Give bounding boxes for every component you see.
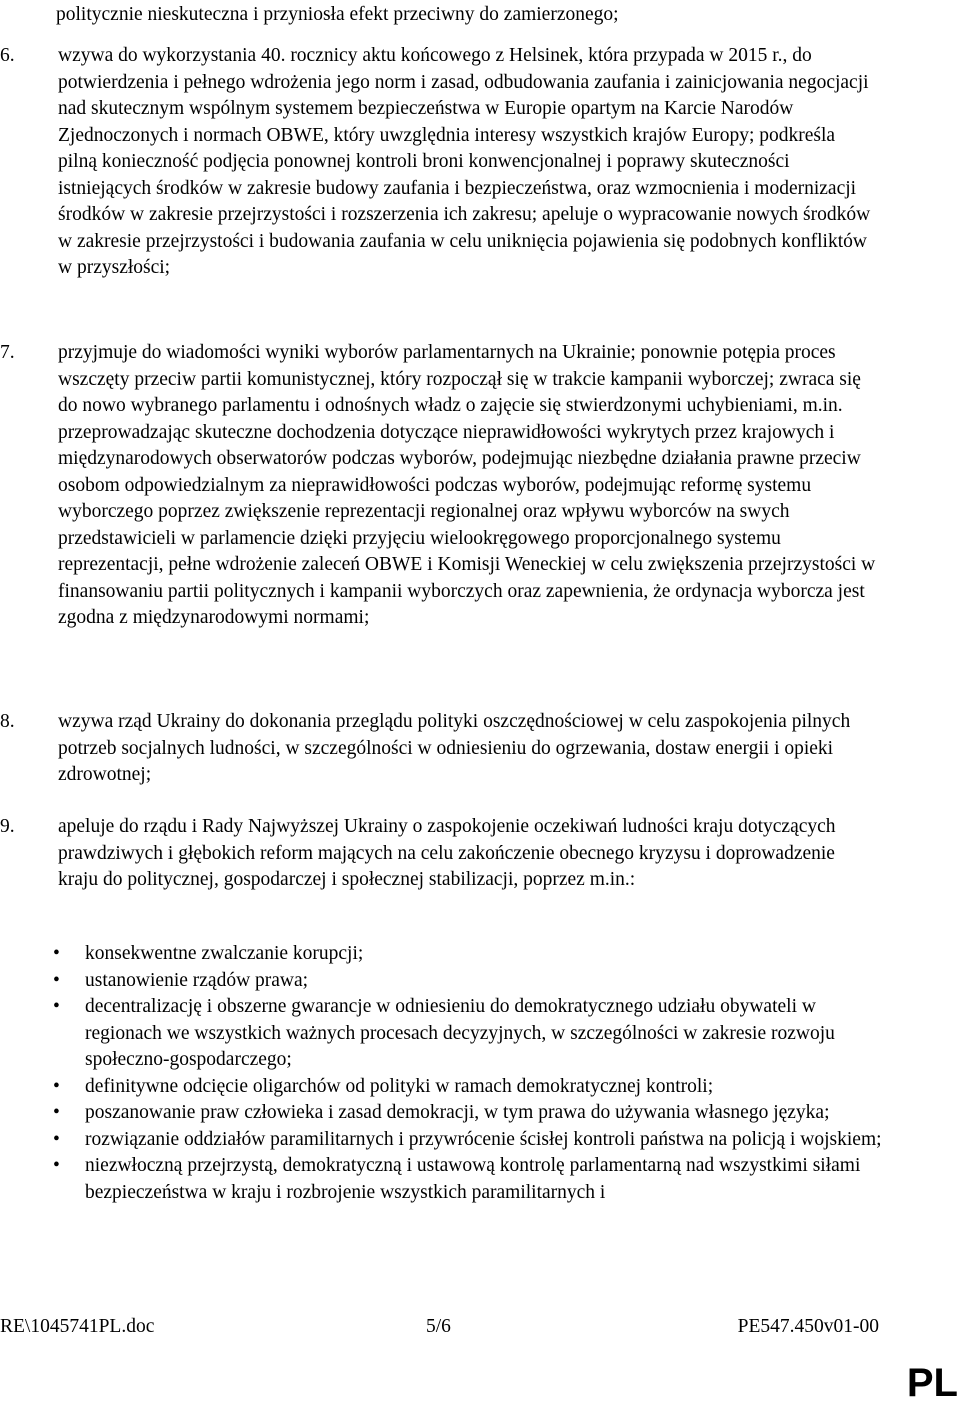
continued-paragraph-line: politycznie nieskuteczna i przyniosła efekt przeciwny do zamierzonego; [56, 4, 619, 25]
item-text: apeluje do rządu i Rady Najwyższej Ukrainy o zaspokojenie oczekiwań ludności kraju dotyczących prawdziwych i głębokich reform mających na celu zakończenie obecnego kryzysu i doprowadzenie kraju do politycznej, gospodarczej i społecznej stabilizacji, poprzez m.in.: [58, 816, 836, 890]
item-text: wzywa do wykorzystania 40. rocznicy aktu końcowego z Helsinek, która przypada w 2015 r., do potwierdzenia i pełnego wdrożenia jego norm i zasad, odbudowania zaufania i zainicjowania negocjacji nad skutecznym wspólnym systemem bezpieczeństwa w Europie opartym na Karcie Narodów Zjednoczonych i normach OBWE, który uwzględnia interesy wszystkich krajów Europy; podkreśla pilną konieczność podjęcia ponownej kontroli broni konwencjonalnej i poprawy skuteczności istniejących środków w zakresie budowy zaufania i bezpieczeństwa, oraz wzmocnienia i modernizacji środków w zakresie przejrzystości i rozszerzenia ich zakresu; apeluje o wypracowanie nowych środków w zakresie przejrzystości i budowania zaufania w celu uniknięcia pojawienia się podobnych konfliktów w przyszłości; [58, 45, 871, 278]
bullet-icon: • [53, 1155, 60, 1176]
bullet-icon: • [53, 996, 60, 1017]
list-item [0, 1100, 885, 1127]
list-item-text: ustanowienie rządów prawa; [85, 969, 309, 991]
list-item-text: konsekwentne zwalczanie korupcji; [85, 943, 364, 964]
pe-reference: PE547.450v01-00 [737, 1316, 879, 1337]
list-item-text: decentralizację i obszerne gwarancje w odniesieniu do demokratycznego udziału obywateli w regionach we wszystkich ważnych procesach decyzyjnych, w szczególności w zakresie rozwoju społeczno-gospodarczego; [85, 996, 835, 1070]
document-reference: RE\1045741PL.doc [0, 1316, 155, 1337]
bullet-icon: • [53, 1128, 60, 1150]
list-item [0, 968, 885, 995]
list-item-text: definitywne odcięcie oligarchów od polityki w ramach demokratycznej kontroli; [85, 1075, 714, 1097]
item-text: przyjmuje do wiadomości wyniki wyborów parlamentarnych na Ukrainie; ponownie potępia proces wszczęty przeciw partii komunistycznej, który rozpoczął się w trakcie kampanii wyborczej; zwraca się do nowo wybranego parlamentu i odnośnych władz o zajęcie się stwierdzonymi uchybieniami, m.in. przeprowadzając skuteczne dochodzenia dotyczące nieprawidłowości wykrytych przez krajowych i międzynarodowych obserwatorów podczas wyborów, podejmując niezbędne działania prawne przeciw osobom odpowiedzialnym za nieprawidłowości podczas wyborów, podejmując reformę systemu wyborczego poprzez zwiększenie reprezentacji regionalnej oraz wpływu wyborców na swych przedstawicieli w parlamencie dzięki przyjęciu wielookręgowego proporcjonalnego systemu reprezentacji, pełne wdrożenie zaleceń OBWE i Komisji Weneckiej w celu zwiększenia przejrzystości w finansowaniu partii politycznych i kampanii wyborczych oraz zapewnienia, że ordynacja wyborcza jest zgodna z międzynarodowymi normami; [58, 342, 876, 628]
bullet-icon: • [53, 1075, 60, 1097]
list-item [0, 994, 885, 1074]
page-footer [0, 1314, 960, 1344]
item-number: 6. [0, 45, 15, 66]
bullet-icon: • [53, 943, 60, 964]
list-item [0, 1074, 885, 1101]
list-item [0, 1153, 885, 1206]
list-item [0, 941, 885, 968]
item-number: 7. [0, 342, 15, 363]
language-code: PL [906, 1361, 958, 1405]
list-item [0, 1127, 885, 1154]
list-item-text: niezwłoczną przejrzystą, demokratyczną i ustawową kontrolę parlamentarną nad wszystkimi siłami bezpieczeństwa w kraju i rozbrojenie wszystkich paramilitarnych i [85, 1155, 861, 1203]
list-item-text: poszanowanie praw człowieka i zasad demokracji, w tym prawa do używania własnego języka; [85, 1102, 830, 1123]
item-number: 9. [0, 816, 15, 837]
page-number: 5/6 [426, 1316, 451, 1337]
bullet-icon: • [53, 969, 60, 991]
bullet-list [0, 941, 960, 1206]
item-text: wzywa rząd Ukrainy do dokonania przeglądu polityki oszczędnościowej w celu zaspokojenia pilnych potrzeb socjalnych ludności, w szczególności w odniesieniu do ogrzewania, dostaw energii i opieki zdrowotnej; [58, 711, 851, 785]
bullet-icon: • [53, 1102, 60, 1123]
list-item-text: rozwiązanie oddziałów paramilitarnych i przywrócenie ścisłej kontroli państwa na policją i wojskiem; [85, 1128, 882, 1150]
item-number: 8. [0, 711, 15, 732]
